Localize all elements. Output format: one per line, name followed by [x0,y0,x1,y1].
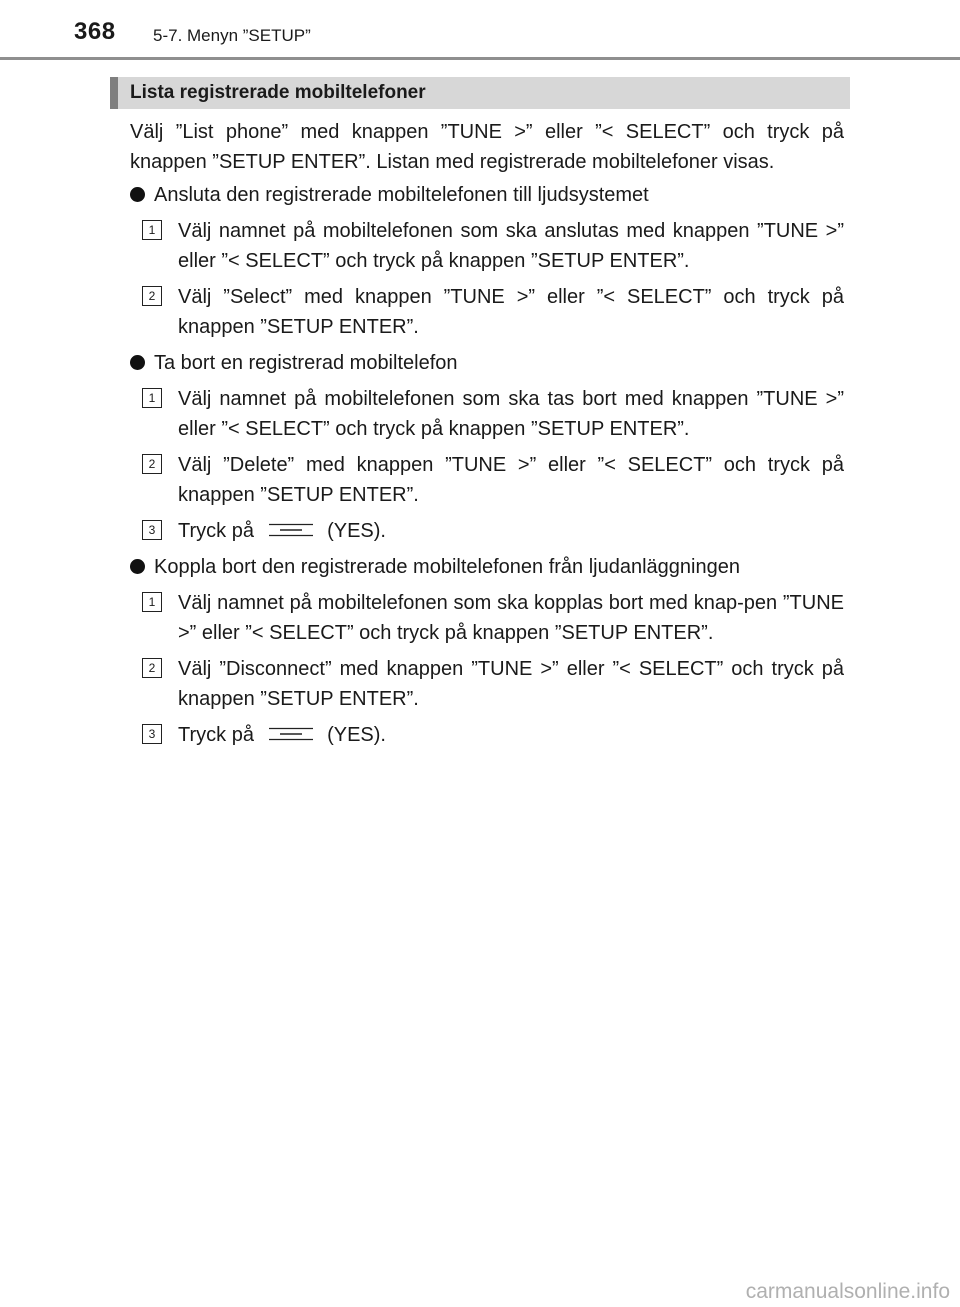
section-heading [110,77,850,109]
bullet-item [130,348,844,378]
step-number: 2 [142,658,162,678]
step-text: Välj namnet på mobiltelefonen som ska kopplas bort med knap-pen ”TUNE >” eller ”< SELECT” och tryck på knappen ”SETUP ENTER”. [178,592,844,644]
chapter-title: 5-7. Menyn ”SETUP” [153,26,311,45]
bullet-item [130,552,844,582]
step-text: Välj ”Disconnect” med knappen ”TUNE >” eller ”< SELECT” och tryck på knappen ”SETUP ENTER”. [178,658,844,710]
step-item [130,384,844,444]
step-text: Välj namnet på mobiltelefonen som ska tas bort med knappen ”TUNE >” eller ”< SELECT” och tryck på knappen ”SETUP ENTER”. [178,388,844,440]
step-text-before: Tryck på [178,520,254,542]
header-divider [0,57,960,60]
bullet-dot-icon [130,187,145,202]
step-item [130,450,844,510]
bullet-dot-icon [130,559,145,574]
step-text: Välj ”Select” med knappen ”TUNE >” eller ”< SELECT” och tryck på knappen ”SETUP ENTER”. [178,286,844,338]
page-number: 368 [74,18,116,45]
step-item [130,588,844,648]
step-item [130,516,844,546]
bullet-heading: Koppla bort den registrerade mobiltelefonen från ljudanläggningen [154,556,740,578]
step-item [130,216,844,276]
step-text-after: (YES). [327,724,386,746]
step-text-before: Tryck på [178,724,254,746]
step-number: 3 [142,520,162,540]
section-title: Lista registrerade mobiltelefoner [130,82,426,103]
intro-paragraph: Välj ”List phone” med knappen ”TUNE >” eller ”< SELECT” och tryck på knappen ”SETUP ENTER”. Listan med registrerade mobiltelefoner visas. [130,121,844,173]
step-number: 1 [142,220,162,240]
step-number: 2 [142,454,162,474]
main-content [130,117,844,756]
bullet-item [130,180,844,210]
step-number: 2 [142,286,162,306]
step-text: Välj namnet på mobiltelefonen som ska anslutas med knappen ”TUNE >” eller ”< SELECT” och tryck på knappen ”SETUP ENTER”. [178,220,844,272]
phone-pickup-button-icon [268,727,314,741]
step-item [130,654,844,714]
step-number: 1 [142,388,162,408]
step-number: 1 [142,592,162,612]
bullet-heading: Ta bort en registrerad mobiltelefon [154,352,458,374]
watermark: carmanualsonline.info [745,1280,950,1303]
bullet-heading: Ansluta den registrerade mobiltelefonen till ljudsystemet [154,184,649,206]
step-item [130,720,844,750]
step-number: 3 [142,724,162,744]
step-text: Välj ”Delete” med knappen ”TUNE >” eller ”< SELECT” och tryck på knappen ”SETUP ENTER”. [178,454,844,506]
phone-pickup-button-icon [268,523,314,537]
bullet-dot-icon [130,355,145,370]
page-header [0,0,960,60]
step-text-after: (YES). [327,520,386,542]
step-item [130,282,844,342]
